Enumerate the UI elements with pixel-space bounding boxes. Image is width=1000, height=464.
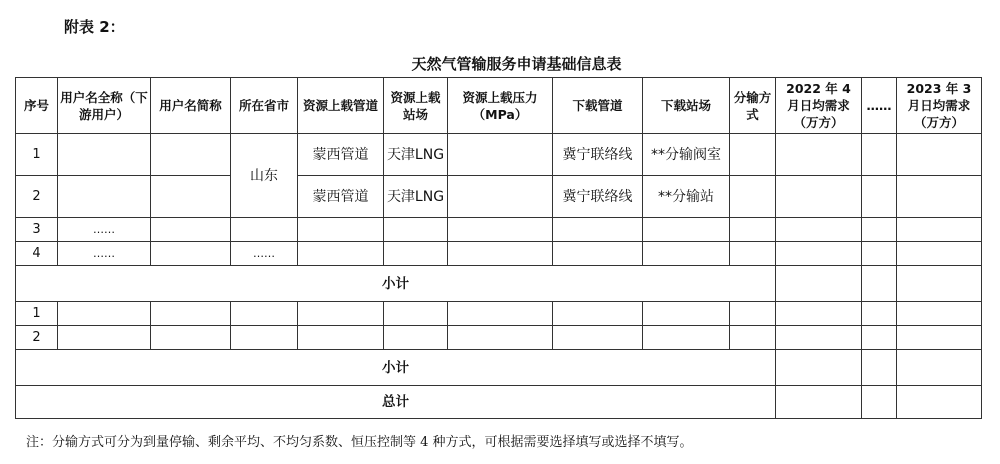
table-row xyxy=(16,218,982,242)
cell-demand-2023-03 xyxy=(897,386,982,419)
header-ellipsis: …… xyxy=(862,78,897,134)
subtotal-row xyxy=(16,350,982,386)
cell-demand-2022-04 xyxy=(776,242,862,266)
cell-upload-pressure xyxy=(448,242,553,266)
cell-upload-station xyxy=(384,302,448,326)
cell-upload-pressure xyxy=(448,134,553,176)
cell-short-name xyxy=(151,176,231,218)
cell-ellipsis xyxy=(862,176,897,218)
cell-province-city: 山东 xyxy=(231,134,298,218)
header-short-name: 用户名简称 xyxy=(151,78,231,134)
cell-ellipsis xyxy=(862,350,897,386)
cell-download-station xyxy=(643,242,730,266)
cell-ellipsis xyxy=(862,266,897,302)
info-table xyxy=(15,77,982,419)
cell-full-name xyxy=(58,176,151,218)
cell-full-name xyxy=(58,134,151,176)
cell-upload-station xyxy=(384,242,448,266)
cell-demand-2022-04 xyxy=(776,176,862,218)
cell-upload-pipeline xyxy=(298,218,384,242)
cell-download-station: **分输阀室 xyxy=(643,134,730,176)
table-row xyxy=(16,134,982,176)
cell-upload-pipeline: 蒙西管道 xyxy=(298,134,384,176)
cell-ellipsis xyxy=(862,326,897,350)
cell-demand-2023-03 xyxy=(897,326,982,350)
cell-download-pipeline xyxy=(553,242,643,266)
cell-full-name: …… xyxy=(58,242,151,266)
cell-ellipsis xyxy=(862,302,897,326)
cell-upload-pressure xyxy=(448,176,553,218)
table-row xyxy=(16,242,982,266)
subtotal-row xyxy=(16,266,982,302)
cell-ellipsis xyxy=(862,386,897,419)
cell-upload-pressure xyxy=(448,302,553,326)
cell-demand-2023-03 xyxy=(897,134,982,176)
subtotal-label: 小计 xyxy=(16,350,776,386)
cell-full-name xyxy=(58,326,151,350)
cell-short-name xyxy=(151,134,231,176)
cell-demand-2023-03 xyxy=(897,302,982,326)
subtotal-label: 小计 xyxy=(16,266,776,302)
header-province-city: 所在省市 xyxy=(231,78,298,134)
cell-upload-station: 天津LNG xyxy=(384,134,448,176)
table-title: 天然气管输服务申请基础信息表 xyxy=(411,55,622,73)
cell-split-method xyxy=(730,218,776,242)
cell-short-name xyxy=(151,218,231,242)
table-row xyxy=(16,176,982,218)
row-seq: 2 xyxy=(16,176,58,218)
cell-demand-2023-03 xyxy=(897,218,982,242)
cell-download-station xyxy=(643,218,730,242)
cell-upload-station xyxy=(384,218,448,242)
header-upload-pipeline: 资源上载管道 xyxy=(298,78,384,134)
cell-download-station xyxy=(643,326,730,350)
row-seq: 4 xyxy=(16,242,58,266)
table-row xyxy=(16,302,982,326)
row-seq: 1 xyxy=(16,134,58,176)
cell-province-city xyxy=(231,218,298,242)
row-seq: 3 xyxy=(16,218,58,242)
cell-full-name xyxy=(58,302,151,326)
cell-demand-2023-03 xyxy=(897,266,982,302)
cell-split-method xyxy=(730,242,776,266)
cell-upload-pressure xyxy=(448,218,553,242)
header-demand-2022-04: 2022 年 4 月日均需求（万方） xyxy=(776,78,862,134)
cell-upload-pipeline xyxy=(298,326,384,350)
cell-upload-pipeline: 蒙西管道 xyxy=(298,176,384,218)
table-row xyxy=(16,326,982,350)
cell-upload-pressure xyxy=(448,326,553,350)
header-download-pipeline: 下载管道 xyxy=(553,78,643,134)
cell-split-method xyxy=(730,134,776,176)
cell-download-pipeline xyxy=(553,218,643,242)
cell-split-method xyxy=(730,302,776,326)
cell-upload-pipeline xyxy=(298,242,384,266)
cell-download-pipeline xyxy=(553,326,643,350)
cell-demand-2023-03 xyxy=(897,242,982,266)
cell-split-method xyxy=(730,326,776,350)
cell-ellipsis xyxy=(862,134,897,176)
cell-demand-2022-04 xyxy=(776,350,862,386)
cell-demand-2022-04 xyxy=(776,266,862,302)
cell-demand-2023-03 xyxy=(897,176,982,218)
cell-short-name xyxy=(151,326,231,350)
header-upload-station: 资源上载站场 xyxy=(384,78,448,134)
cell-download-station xyxy=(643,302,730,326)
cell-download-pipeline: 冀宁联络线 xyxy=(553,134,643,176)
cell-split-method xyxy=(730,176,776,218)
header-row xyxy=(16,78,982,134)
cell-demand-2022-04 xyxy=(776,218,862,242)
cell-short-name xyxy=(151,242,231,266)
total-row xyxy=(16,386,982,419)
cell-ellipsis xyxy=(862,218,897,242)
cell-upload-station: 天津LNG xyxy=(384,176,448,218)
cell-download-pipeline xyxy=(553,302,643,326)
header-split-method: 分输方式 xyxy=(730,78,776,134)
cell-full-name: …… xyxy=(58,218,151,242)
cell-demand-2023-03 xyxy=(897,350,982,386)
cell-ellipsis xyxy=(862,242,897,266)
cell-upload-station xyxy=(384,326,448,350)
header-upload-pressure: 资源上载压力（MPa） xyxy=(448,78,553,134)
cell-province-city: …… xyxy=(231,242,298,266)
row-seq: 2 xyxy=(16,326,58,350)
cell-download-pipeline: 冀宁联络线 xyxy=(553,176,643,218)
cell-demand-2022-04 xyxy=(776,386,862,419)
cell-province-city xyxy=(231,326,298,350)
cell-demand-2022-04 xyxy=(776,134,862,176)
cell-upload-pipeline xyxy=(298,302,384,326)
cell-demand-2022-04 xyxy=(776,326,862,350)
cell-demand-2022-04 xyxy=(776,302,862,326)
cell-province-city xyxy=(231,302,298,326)
row-seq: 1 xyxy=(16,302,58,326)
header-full-name: 用户名全称（下游用户） xyxy=(58,78,151,134)
total-label: 总计 xyxy=(16,386,776,419)
appendix-label: 附表 2： xyxy=(64,18,125,36)
footnote: 注：分输方式可分为到量停输、剩余平均、不均匀系数、恒压控制等 4 种方式，可根据需要选择填写或选择不填写。 xyxy=(26,435,693,450)
cell-download-station: **分输站 xyxy=(643,176,730,218)
header-demand-2023-03: 2023 年 3 月日均需求（万方） xyxy=(897,78,982,134)
header-download-station: 下载站场 xyxy=(643,78,730,134)
cell-short-name xyxy=(151,302,231,326)
header-seq: 序号 xyxy=(16,78,58,134)
